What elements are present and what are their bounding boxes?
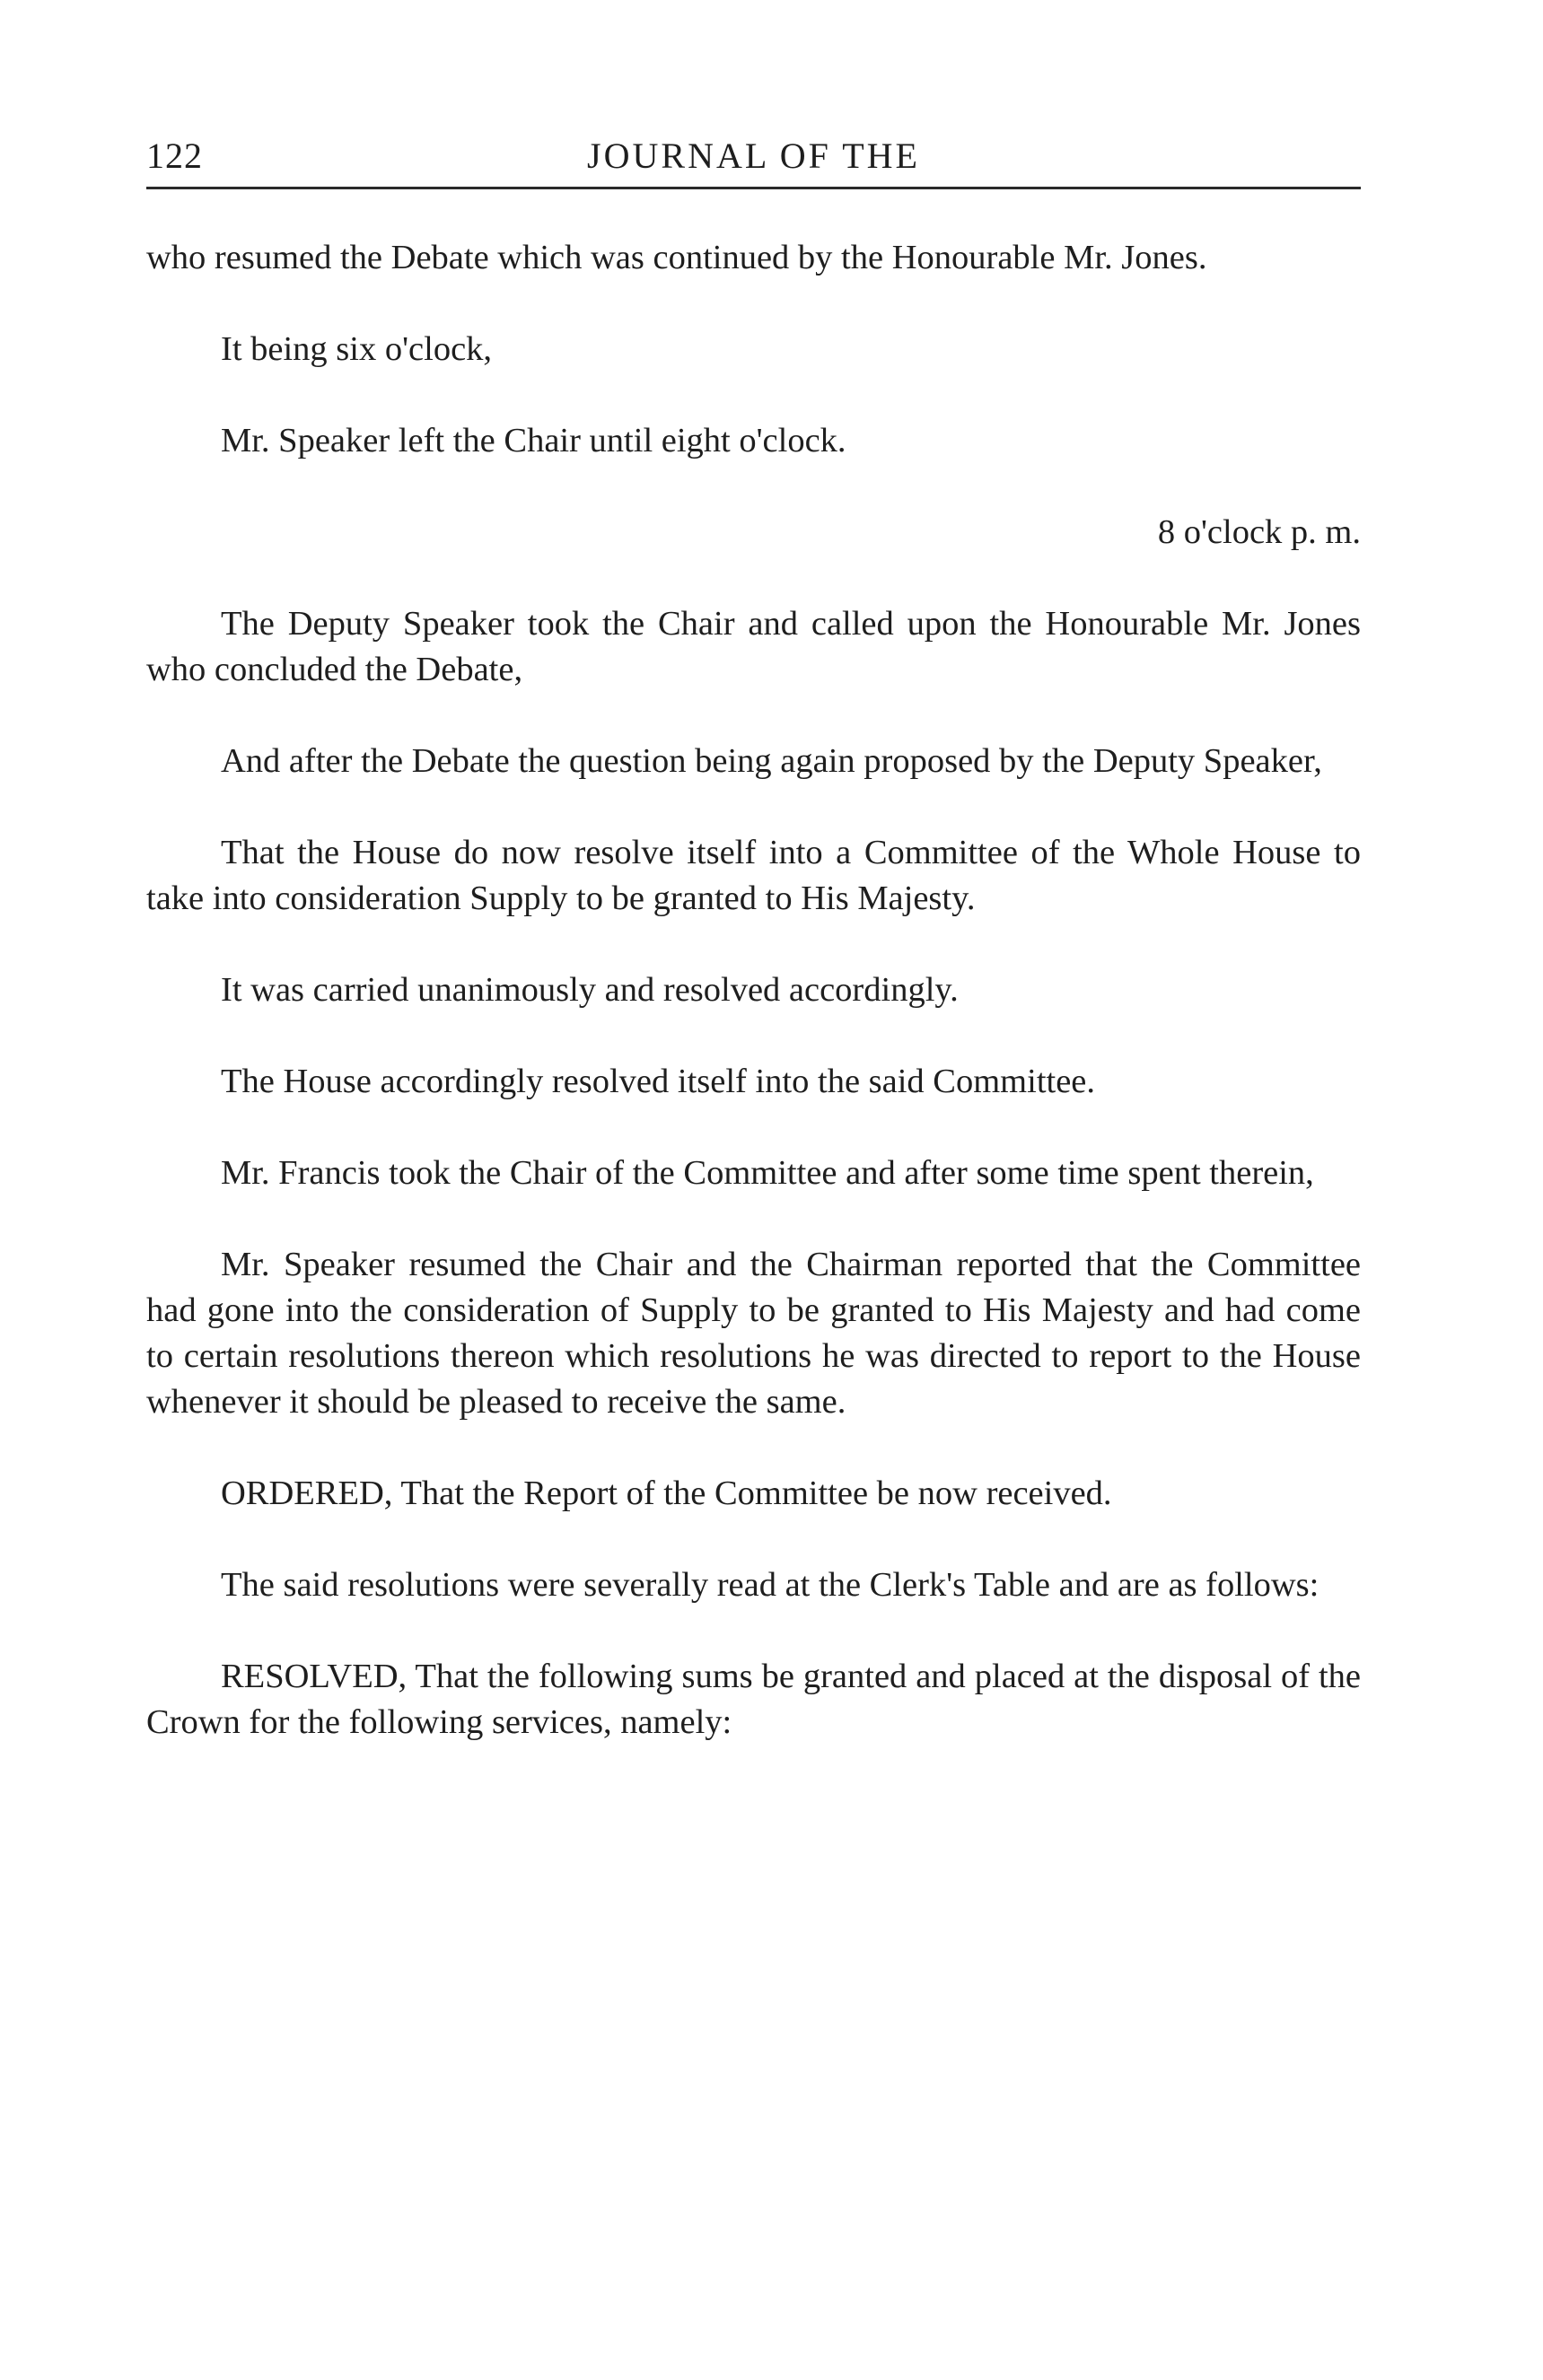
- paragraph-carried: It was carried unanimously and resolved accordingly.: [221, 971, 959, 1009]
- paragraph-ordered: ORDERED, That the Report of the Committee be now received.: [221, 1474, 1112, 1512]
- paragraph-speaker-left-chair: Mr. Speaker left the Chair until eight o'clock.: [221, 422, 846, 459]
- running-head: [146, 135, 1361, 179]
- paragraph-debate-resumed: who resumed the Debate which was continued by the Honourable Mr. Jones.: [146, 239, 1207, 276]
- paragraph-francis-chair: Mr. Francis took the Chair of the Committee and after some time spent therein,: [221, 1154, 1314, 1192]
- paragraph-chairman-reported: Mr. Speaker resumed the Chair and the Chairman reported that the Committee had gone into the consideration of Supply to be granted to His Majesty and had come to certain resolutions thereon which resolutions he was directed to report to the House whenever it should be pleased to receive the same.: [146, 1246, 1361, 1421]
- paragraph-house-resolved: The House accordingly resolved itself into the said Committee.: [221, 1063, 1096, 1100]
- journal-body: [146, 235, 1361, 1746]
- paragraph-six-oclock: It being six o'clock,: [221, 330, 493, 368]
- paragraph-motion-committee: That the House do now resolve itself into a Committee of the Whole House to take into consideration Supply to be granted to His Majesty.: [146, 834, 1361, 917]
- page-number: 122: [146, 136, 203, 176]
- paragraph-question-proposed: And after the Debate the question being again proposed by the Deputy Speaker,: [221, 742, 1322, 780]
- time-marker-eight-oclock: 8 o'clock p. m.: [1157, 513, 1361, 551]
- header-rule: [146, 187, 1361, 189]
- running-title: JOURNAL OF THE: [587, 136, 920, 176]
- paragraph-deputy-speaker: The Deputy Speaker took the Chair and called upon the Honourable Mr. Jones who concluded the Debate,: [146, 605, 1361, 688]
- paragraph-resolutions-read: The said resolutions were severally read at the Clerk's Table and are as follows:: [221, 1566, 1319, 1604]
- paragraph-resolved: RESOLVED, That the following sums be granted and placed at the disposal of the Crown for the following services, namely:: [146, 1658, 1361, 1741]
